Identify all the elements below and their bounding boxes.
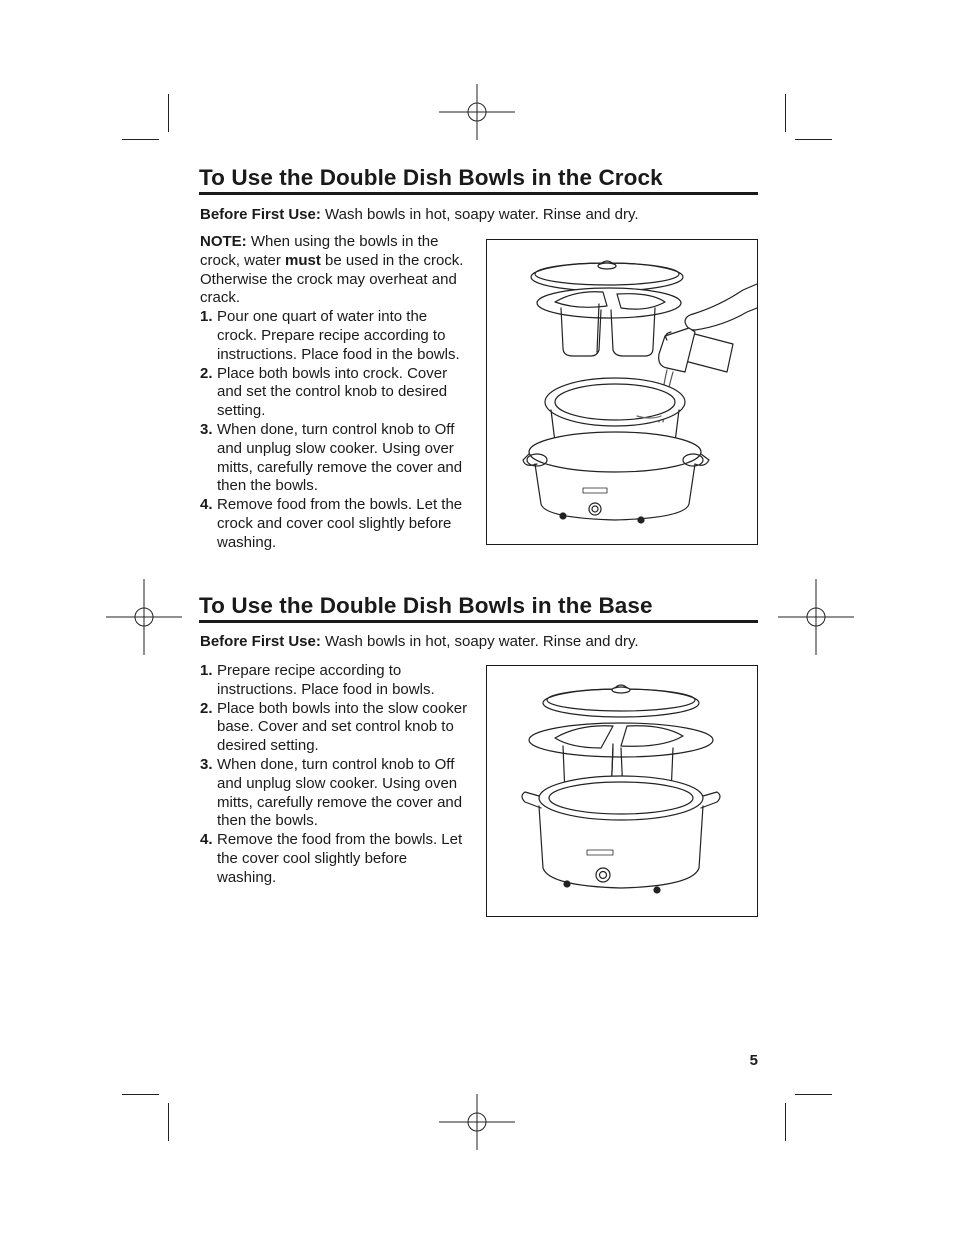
- crop-mark: [168, 1103, 169, 1141]
- step-text: When done, turn control knob to Off and unplug slow cooker. Using oven mitts, carefully remove the cover and then the bowls.: [217, 755, 463, 830]
- instructions-crock: [200, 233, 470, 553]
- before-first-use-label: Before First Use:: [200, 633, 321, 650]
- registration-mark-icon: [439, 1084, 515, 1160]
- step-number: 2.: [200, 364, 213, 382]
- section-title-crock: To Use the Double Dish Bowls in the Crock: [199, 165, 758, 195]
- registration-mark-icon: [439, 74, 515, 150]
- step-text: Remove the food from the bowls. Let the cover cool slightly before washing.: [217, 831, 463, 886]
- note-text: When using the bowls in the crock, water: [200, 233, 439, 269]
- before-first-use-text: Wash bowls in hot, soapy water. Rinse and dry.: [320, 206, 639, 223]
- crop-mark: [795, 139, 832, 140]
- base-illustration: [486, 665, 758, 917]
- list-item: [200, 831, 470, 887]
- before-first-use-label: Before First Use:: [200, 206, 321, 223]
- slow-cooker-crock-icon: [487, 240, 757, 544]
- before-first-use-text: Wash bowls in hot, soapy water. Rinse and dry.: [320, 633, 639, 650]
- list-item: [200, 700, 470, 756]
- step-text: Pour one quart of water into the crock. Prepare recipe according to instructions. Place food in the bowls.: [217, 308, 460, 363]
- list-item: [200, 365, 470, 421]
- note-text: be used in the crock. Otherwise the crock may overheat and crack.: [200, 251, 464, 307]
- step-number: 2.: [200, 699, 213, 717]
- registration-mark-icon: [778, 579, 854, 655]
- step-text: Prepare recipe according to instructions. Place food in bowls.: [217, 662, 435, 698]
- step-number: 3.: [200, 755, 213, 773]
- section-title-base: To Use the Double Dish Bowls in the Base: [199, 593, 758, 623]
- list-item: [200, 421, 470, 496]
- step-list: [200, 662, 470, 888]
- step-number: 1.: [200, 662, 213, 679]
- list-item: [200, 308, 470, 364]
- step-text: Place both bowls into crock. Cover and set the control knob to desired setting.: [217, 364, 448, 420]
- crock-illustration: [486, 239, 758, 545]
- step-number: 4.: [200, 831, 213, 849]
- crop-mark: [785, 1103, 786, 1141]
- note-emphasis: must: [285, 251, 321, 269]
- step-number: 4.: [200, 496, 213, 514]
- note-label: NOTE:: [200, 233, 247, 250]
- step-text: When done, turn control knob to Off and unplug slow cooker. Using over mitts, carefully remove the cover and then the bowls.: [217, 420, 463, 495]
- page-number: 5: [749, 1052, 758, 1069]
- before-first-use: [200, 206, 639, 224]
- slow-cooker-base-icon: [487, 666, 757, 916]
- crop-mark: [122, 139, 159, 140]
- before-first-use: [200, 633, 639, 651]
- registration-mark-icon: [106, 579, 182, 655]
- instructions-base: [200, 662, 470, 888]
- crop-mark: [122, 1094, 159, 1095]
- step-number: 3.: [200, 420, 213, 438]
- note-paragraph: [200, 233, 470, 308]
- step-text: Place both bowls into the slow cooker base. Cover and set control knob to desired setting.: [217, 699, 468, 755]
- step-list: [200, 308, 470, 552]
- list-item: [200, 756, 470, 831]
- step-number: 1.: [200, 308, 213, 326]
- list-item: [200, 496, 470, 552]
- crop-mark: [795, 1094, 832, 1095]
- step-text: Remove food from the bowls. Let the crock and cover cool slightly before washing.: [217, 496, 463, 551]
- list-item: [200, 662, 470, 700]
- crop-mark: [168, 94, 169, 132]
- crop-mark: [785, 94, 786, 132]
